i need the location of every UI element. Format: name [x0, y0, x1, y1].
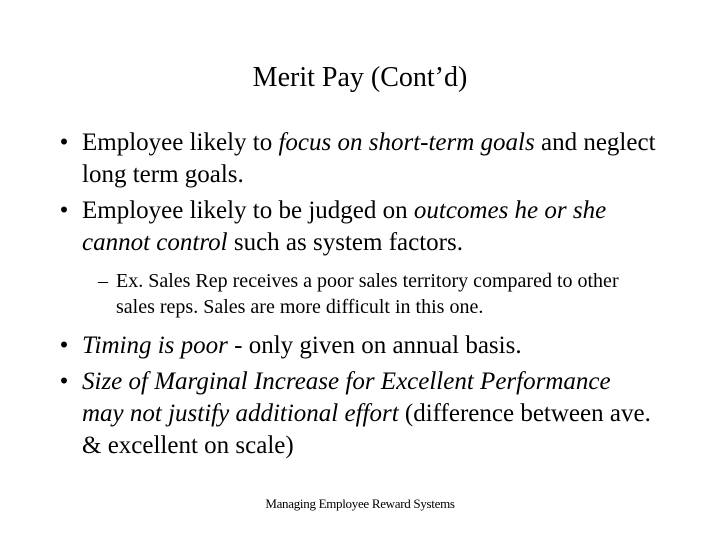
bullet-text-emphasis: focus on short-term goals [278, 129, 535, 156]
bullet-marker: • [59, 368, 69, 395]
bullet-text-emphasis: Size of Marginal Increase for Excellent Performance may not justify additional effort [82, 368, 611, 427]
bullet-marker: • [59, 129, 69, 156]
bullet-text [82, 197, 606, 256]
sub-bullet-text: Ex. Sales Rep receives a poor sales territory compared to other sales reps. Sales are more difficult in this one. [116, 270, 619, 318]
sub-bullet-marker: – [98, 270, 108, 292]
sub-bullet-item [98, 268, 656, 320]
bullet-item [56, 195, 656, 259]
bullet-text-plain: Employee likely to [82, 129, 279, 156]
bullet-text [82, 332, 522, 359]
bullet-text-emphasis: outcomes he or she cannot control [82, 197, 607, 256]
slide-title: Merit Pay (Cont’d) [252, 62, 468, 93]
bullet-text-plain: (difference between ave. & excellent on scale) [82, 400, 651, 459]
bullet-list [56, 127, 656, 462]
bullet-item [56, 330, 656, 362]
bullet-marker: • [59, 197, 69, 224]
bullet-text [82, 368, 651, 459]
bullet-text-plain: and neglect long term goals. [82, 129, 656, 188]
bullet-text [82, 129, 656, 188]
bullet-text-plain: such as system factors. [227, 229, 463, 256]
bullet-item [56, 127, 656, 191]
bullet-text-plain: Employee likely to be judged on [82, 197, 414, 224]
bullet-text-emphasis: Timing is poor [82, 332, 228, 359]
bullet-marker: • [59, 332, 69, 359]
slide-footer: Managing Employee Reward Systems [265, 496, 455, 511]
bullet-item [56, 366, 656, 462]
bullet-text-plain: - only given on annual basis. [227, 332, 522, 359]
